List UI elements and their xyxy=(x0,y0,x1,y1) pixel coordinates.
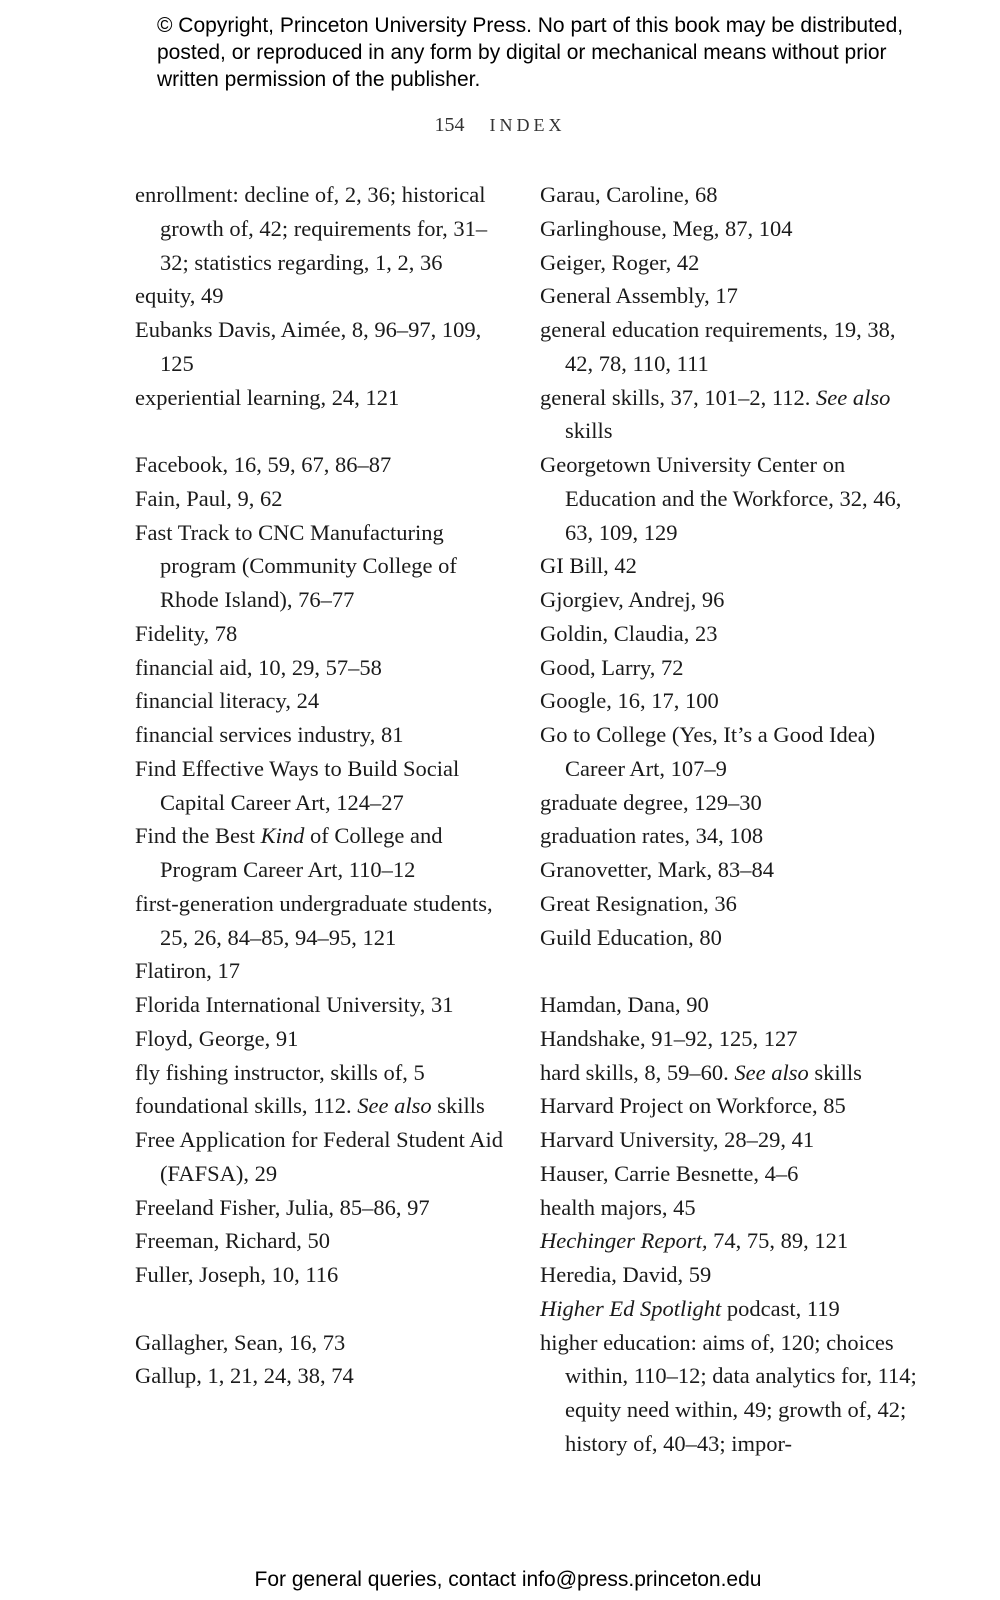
index-entry: Georgetown University Center on Education and the Workforce, 32, 46, 63, 109, 129 xyxy=(540,452,902,545)
index-entry: Freeman, Richard, 50 xyxy=(135,1228,330,1254)
index-entry-italic-text: See also xyxy=(357,1093,432,1119)
index-entry: Florida International University, 31 xyxy=(135,992,454,1017)
index-entry: Gjorgiev, Andrej, 96 xyxy=(540,587,725,612)
index-entry: general education requirements, 19, 38, 42, 78, 110, 111 xyxy=(540,317,896,376)
page-number: 154 xyxy=(434,114,465,136)
index-entry xyxy=(540,1292,920,1326)
index-entry xyxy=(135,1089,505,1123)
index-entry: Gallagher, Sean, 16, 73 xyxy=(135,1329,346,1355)
index-entry-text: hard skills, 8, 59–60. xyxy=(540,1059,735,1085)
index-entry: Gallup, 1, 21, 24, 38, 74 xyxy=(135,1363,354,1389)
index-entry: graduation rates, 34, 108 xyxy=(540,823,764,849)
index-entry: Handshake, 91–92, 125, 127 xyxy=(540,1025,798,1051)
index-entry: Great Resignation, 36 xyxy=(540,890,737,916)
index-column-right xyxy=(540,178,920,1461)
index-entry: Fuller, Joseph, 10, 116 xyxy=(135,1262,339,1287)
index-entry: Facebook, 16, 59, 67, 86–87 xyxy=(135,452,392,477)
index-entry: Freeland Fisher, Julia, 85–86, 97 xyxy=(135,1194,430,1220)
index-entry xyxy=(135,819,505,887)
index-entry: graduate degree, 129–30 xyxy=(540,789,762,815)
index-entry-text: skills xyxy=(565,418,613,444)
index-entry: Goldin, Claudia, 23 xyxy=(540,620,718,646)
page-title: INDEX xyxy=(489,115,566,135)
index-entry: GI Bill, 42 xyxy=(540,553,637,579)
index-entry-text: Find the Best xyxy=(135,823,261,849)
index-entry xyxy=(540,381,920,449)
index-entry: Fidelity, 78 xyxy=(135,620,238,646)
index-entry: enrollment: decline of, 2, 36; historical growth of, 42; requirements for, 31–32; statistics regarding, 1, 2, 36 xyxy=(135,182,488,275)
index-entry: Floyd, George, 91 xyxy=(135,1025,299,1051)
index-entry: Guild Education, 80 xyxy=(540,924,722,950)
index-entry: Harvard Project on Workforce, 85 xyxy=(540,1093,846,1119)
index-entry: financial services industry, 81 xyxy=(135,722,404,747)
index-entry-italic-text: Hechinger Report, xyxy=(540,1228,708,1254)
index-entry: Granovetter, Mark, 83–84 xyxy=(540,857,775,882)
copyright-notice: © Copyright, Princeton University Press. No part of this book may be distributed, posted, or reproduced in any form by digital or mechanical means without prior written permission of the publisher. xyxy=(157,14,904,91)
index-entry-text: skills xyxy=(431,1093,485,1119)
index-column-left xyxy=(135,178,505,1393)
running-head xyxy=(0,114,1000,137)
index-entry: General Assembly, 17 xyxy=(540,283,738,309)
index-entry: Heredia, David, 59 xyxy=(540,1262,712,1287)
index-entry-italic-text: Kind xyxy=(260,823,305,849)
index-entry xyxy=(540,1224,920,1258)
index-entry: Free Application for Federal Student Aid (FAFSA), 29 xyxy=(135,1127,504,1186)
index-entry: Find Effective Ways to Build Social Capital Career Art, 124–27 xyxy=(135,755,460,815)
index-entry: health majors, 45 xyxy=(540,1194,696,1220)
index-entry: Hauser, Carrie Besnette, 4–6 xyxy=(540,1160,799,1186)
index-entry-text: podcast, 119 xyxy=(721,1295,840,1321)
index-entry: Eubanks Davis, Aimée, 8, 96–97, 109, 125 xyxy=(135,317,482,376)
index-entry: Flatiron, 17 xyxy=(135,958,240,984)
index-entry: financial literacy, 24 xyxy=(135,688,320,714)
index-entry: Hamdan, Dana, 90 xyxy=(540,992,709,1017)
index-entry: Go to College (Yes, It’s a Good Idea) Career Art, 107–9 xyxy=(540,722,876,781)
index-entry: fly fishing instructor, skills of, 5 xyxy=(135,1059,425,1085)
index-entry: experiential learning, 24, 121 xyxy=(135,384,400,410)
index-entry: first-generation undergraduate students, 25, 26, 84–85, 94–95, 121 xyxy=(135,890,493,950)
index-entry-text: skills xyxy=(808,1059,862,1085)
index-entry: Fast Track to CNC Manufacturing program (Community College of Rhode Island), 76–77 xyxy=(135,519,457,612)
index-entry: Garlinghouse, Meg, 87, 104 xyxy=(540,215,793,241)
index-entry: Harvard University, 28–29, 41 xyxy=(540,1127,815,1152)
index-entry: financial aid, 10, 29, 57–58 xyxy=(135,654,382,680)
index-entry: Fain, Paul, 9, 62 xyxy=(135,485,283,511)
index-entry-italic-text: See also xyxy=(734,1059,809,1085)
contact-footer: For general queries, contact info@press.princeton.edu xyxy=(254,1568,762,1591)
index-entry-text: of College and Program Career Art, 110–12 xyxy=(160,823,443,882)
index-entry-italic-text: Higher Ed Spotlight xyxy=(540,1295,722,1321)
index-entry-text: 74, 75, 89, 121 xyxy=(707,1228,849,1254)
index-entry: Garau, Caroline, 68 xyxy=(540,182,718,207)
index-entry: Geiger, Roger, 42 xyxy=(540,249,700,275)
index-entry: Google, 16, 17, 100 xyxy=(540,688,719,714)
index-entry-text: general skills, 37, 101–2, 112. xyxy=(540,384,817,410)
index-entry: Good, Larry, 72 xyxy=(540,654,684,680)
index-entry xyxy=(540,1056,920,1090)
index-entry: higher education: aims of, 120; choices within, 110–12; data analytics for, 114; equity need within, 49; growth of, 42; history of, 40–43; impor- xyxy=(540,1329,917,1456)
index-entry: equity, 49 xyxy=(135,283,224,309)
index-entry-text: foundational skills, 112. xyxy=(135,1093,358,1119)
index-entry-italic-text: See also xyxy=(816,384,891,410)
